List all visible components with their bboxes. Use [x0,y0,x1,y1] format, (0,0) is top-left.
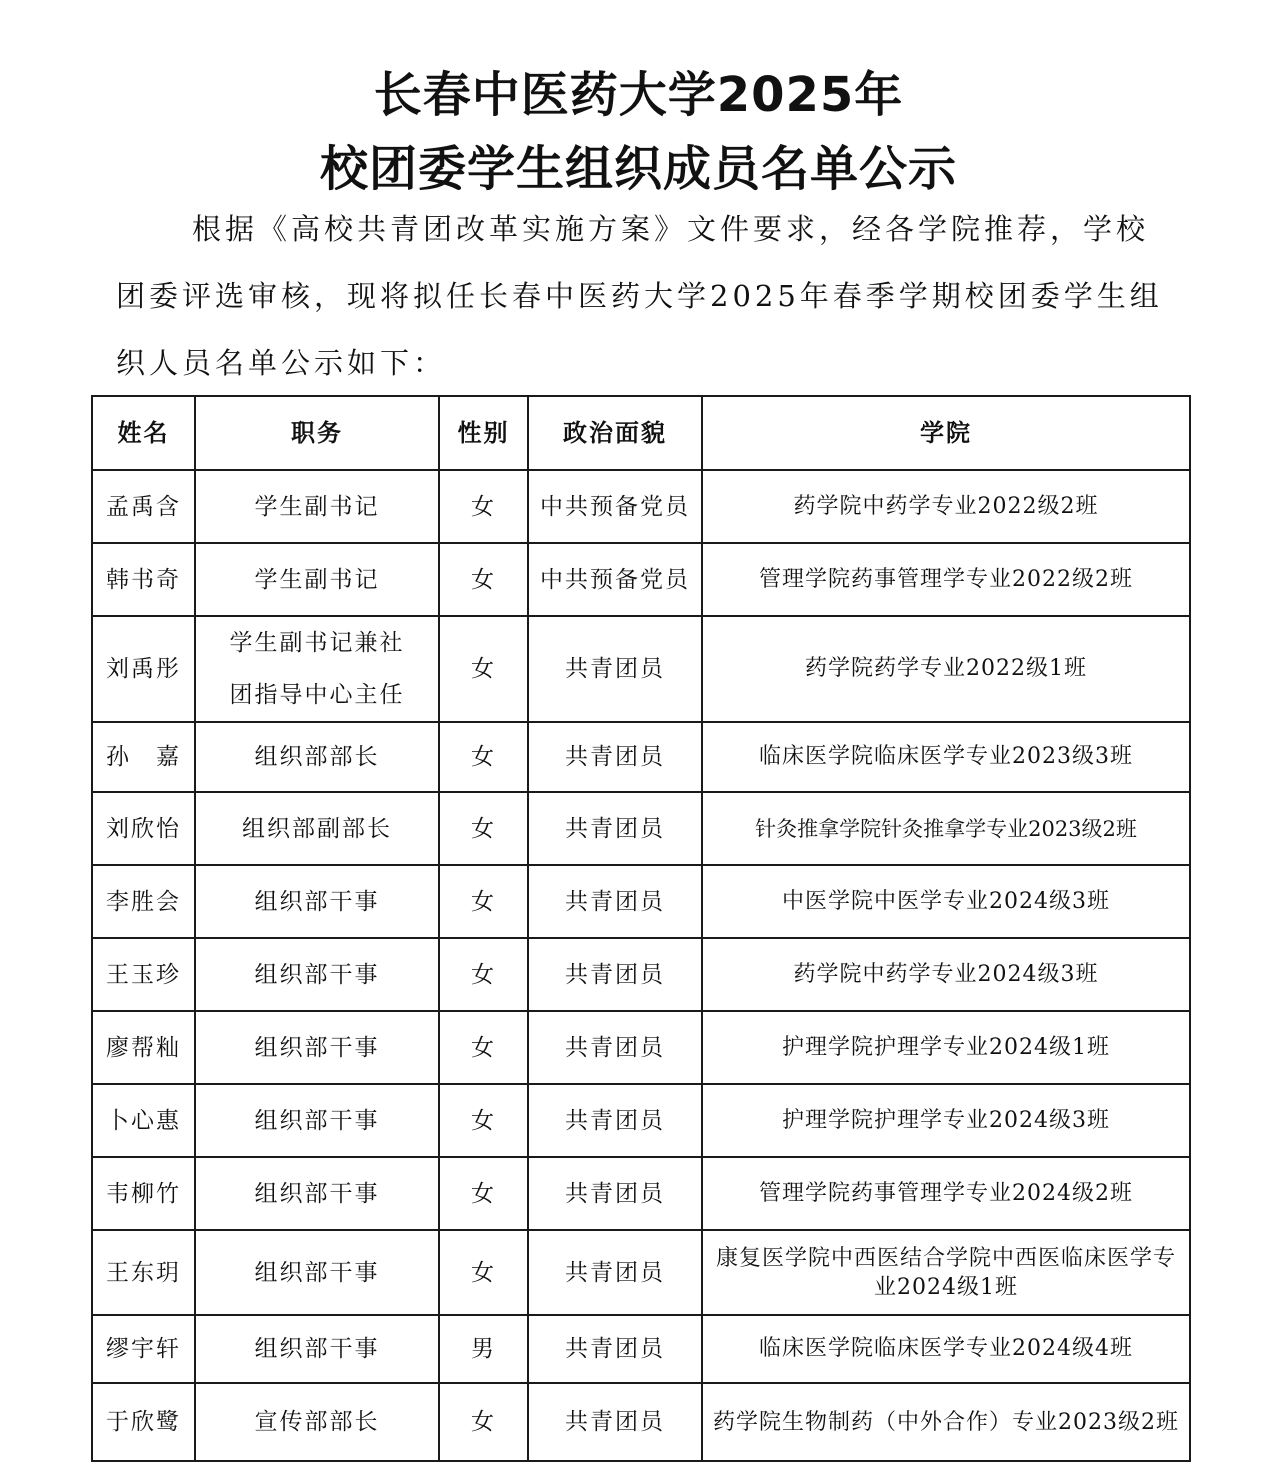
header-gender: 性别 [439,396,528,470]
cell-college: 中医学院中医学专业2024级3班 [702,865,1190,938]
cell-college: 管理学院药事管理学专业2024级2班 [702,1157,1190,1230]
cell-name: 王玉珍 [92,938,195,1011]
table-row [92,1230,1190,1315]
cell-political: 共青团员 [528,722,702,792]
cell-college: 针灸推拿学院针灸推拿学专业2023级2班 [702,792,1190,865]
cell-college: 临床医学院临床医学专业2024级4班 [702,1315,1190,1383]
header-name: 姓名 [92,396,195,470]
header-position: 职务 [195,396,439,470]
table-row [92,543,1190,616]
table-row [92,792,1190,865]
cell-political: 共青团员 [528,1315,702,1383]
table-row [92,865,1190,938]
table-row [92,1383,1190,1461]
cell-political: 共青团员 [528,1084,702,1157]
cell-political: 中共预备党员 [528,470,702,543]
cell-position: 组织部干事 [195,1157,439,1230]
table-row [92,1157,1190,1230]
intro-paragraph: 根据《高校共青团改革实施方案》文件要求，经各学院推荐，学校团委评选审核，现将拟任长春中医药大学2025年春季学期校团委学生组织人员名单公示如下： [116,212,1163,380]
cell-gender: 女 [439,470,528,543]
cell-position: 宣传部部长 [195,1383,439,1461]
cell-political: 共青团员 [528,1011,702,1084]
cell-political: 共青团员 [528,1230,702,1315]
cell-name: 缪宇轩 [92,1315,195,1383]
cell-gender: 女 [439,792,528,865]
cell-name: 于欣鹭 [92,1383,195,1461]
cell-gender: 女 [439,1084,528,1157]
cell-position: 组织部干事 [195,1084,439,1157]
cell-gender: 女 [439,865,528,938]
cell-gender: 女 [439,1157,528,1230]
table-row [92,722,1190,792]
cell-position: 组织部干事 [195,938,439,1011]
cell-college: 临床医学院临床医学专业2023级3班 [702,722,1190,792]
cell-college: 护理学院护理学专业2024级1班 [702,1011,1190,1084]
cell-position: 学生副书记 [195,543,439,616]
cell-college: 管理学院药事管理学专业2022级2班 [702,543,1190,616]
cell-political: 共青团员 [528,865,702,938]
cell-name: 刘欣怡 [92,792,195,865]
cell-position: 组织部干事 [195,1011,439,1084]
cell-gender: 女 [439,543,528,616]
cell-gender: 女 [439,616,528,722]
document-title-line1: 长春中医药大学2025年 [373,67,904,123]
cell-college: 护理学院护理学专业2024级3班 [702,1084,1190,1157]
cell-political: 共青团员 [528,616,702,722]
cell-name: 孙 嘉 [92,722,195,792]
table-row [92,938,1190,1011]
cell-position: 组织部部长 [195,722,439,792]
cell-position: 学生副书记兼社团指导中心主任 [195,616,439,722]
cell-gender: 男 [439,1315,528,1383]
table-row [92,616,1190,722]
cell-position: 组织部干事 [195,1230,439,1315]
cell-college: 药学院中药学专业2024级3班 [702,938,1190,1011]
member-table [91,395,1191,1462]
document-title-line2: 校团委学生组织成员名单公示 [319,141,957,197]
table-header-row [92,396,1190,470]
cell-position: 组织部干事 [195,865,439,938]
table-row [92,470,1190,543]
header-college: 学院 [702,396,1190,470]
header-political: 政治面貌 [528,396,702,470]
cell-political: 共青团员 [528,1157,702,1230]
cell-name: 韦柳竹 [92,1157,195,1230]
cell-gender: 女 [439,938,528,1011]
cell-name: 韩书奇 [92,543,195,616]
cell-position: 学生副书记 [195,470,439,543]
table-row [92,1011,1190,1084]
cell-college: 药学院药学专业2022级1班 [702,616,1190,722]
cell-political: 共青团员 [528,938,702,1011]
cell-name: 孟禹含 [92,470,195,543]
cell-gender: 女 [439,1230,528,1315]
cell-name: 李胜会 [92,865,195,938]
cell-college: 药学院生物制药（中外合作）专业2023级2班 [702,1383,1190,1461]
cell-college: 药学院中药学专业2022级2班 [702,470,1190,543]
cell-name: 刘禹彤 [92,616,195,722]
cell-college: 康复医学院中西医结合学院中西医临床医学专业2024级1班 [702,1230,1190,1315]
cell-name: 廖帮籼 [92,1011,195,1084]
table-row [92,1315,1190,1383]
cell-gender: 女 [439,1011,528,1084]
cell-political: 共青团员 [528,1383,702,1461]
cell-name: 卜心惠 [92,1084,195,1157]
cell-political: 中共预备党员 [528,543,702,616]
cell-gender: 女 [439,722,528,792]
cell-name: 王东玥 [92,1230,195,1315]
cell-position: 组织部干事 [195,1315,439,1383]
cell-gender: 女 [439,1383,528,1461]
cell-position: 组织部副部长 [195,792,439,865]
cell-political: 共青团员 [528,792,702,865]
table-row [92,1084,1190,1157]
